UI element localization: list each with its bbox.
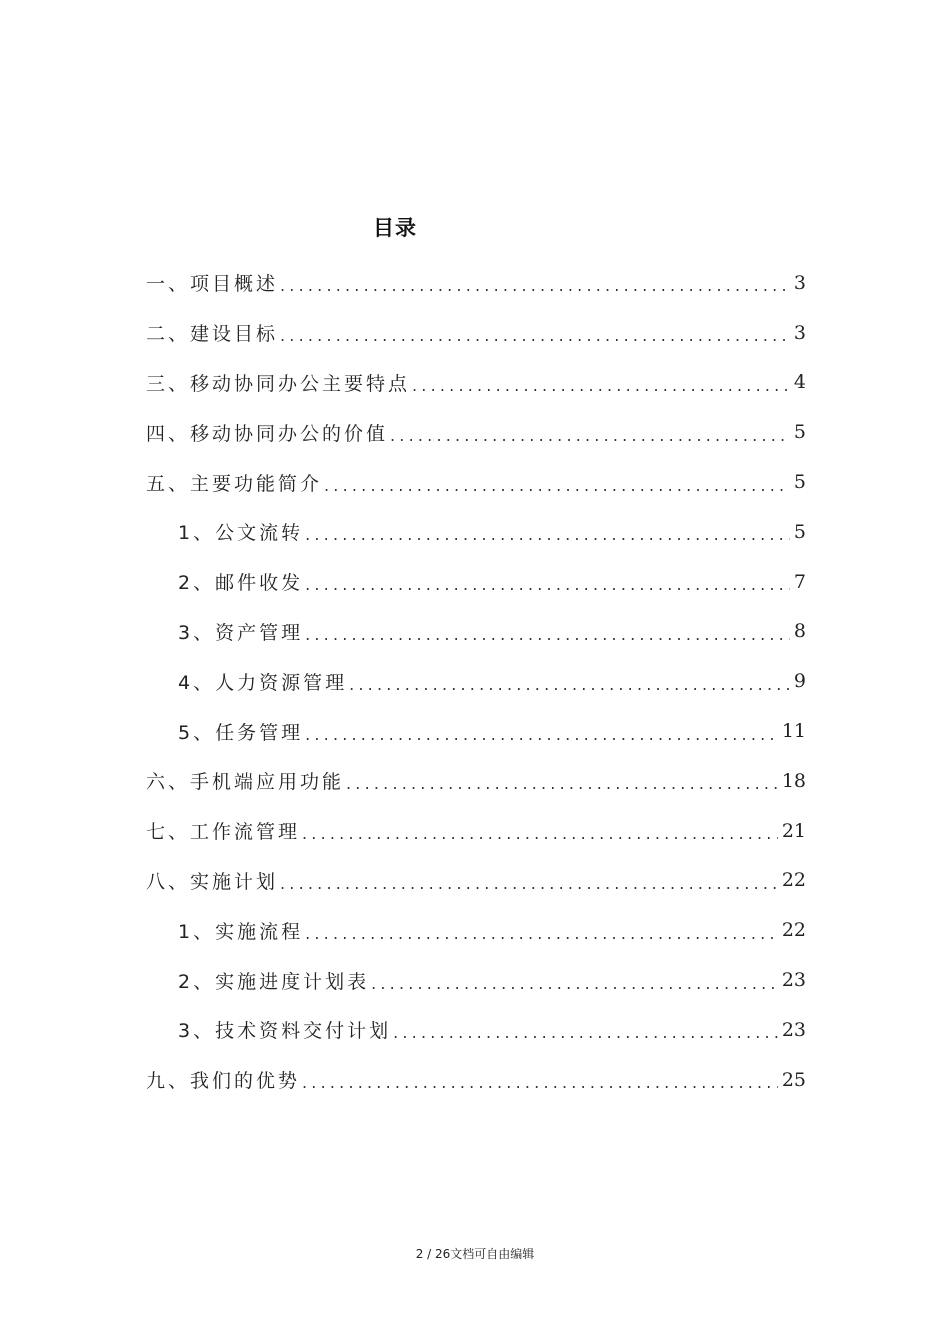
toc-entry-page: 22 xyxy=(781,919,806,942)
toc-leader-dots xyxy=(305,575,790,594)
toc-leader-dots xyxy=(302,1073,778,1092)
toc-entry[interactable] xyxy=(146,1055,806,1105)
toc-entry-page: 23 xyxy=(781,1018,806,1041)
toc-entry[interactable] xyxy=(146,258,806,308)
toc-leader-dots xyxy=(302,824,778,843)
toc-leader-dots xyxy=(305,924,778,943)
toc-entry-page: 9 xyxy=(793,670,806,693)
toc-entry-page: 3 xyxy=(793,271,806,294)
toc-subentry[interactable] xyxy=(146,607,806,657)
toc-entry-page: 21 xyxy=(781,819,806,842)
toc-leader-dots xyxy=(280,326,790,345)
toc-entry-text: 3、技术资料交付计划 xyxy=(178,1016,393,1043)
toc-leader-dots xyxy=(371,974,778,993)
toc-entry-text: 五、主要功能简介 xyxy=(146,469,324,496)
toc-subentry[interactable] xyxy=(146,706,806,756)
toc-entry[interactable] xyxy=(146,856,806,906)
toc-leader-dots xyxy=(346,774,778,793)
toc-leader-dots xyxy=(390,426,790,445)
toc-subentry[interactable] xyxy=(146,1005,806,1055)
toc-entry-text: 2、邮件收发 xyxy=(178,568,305,595)
toc-entry-page: 22 xyxy=(781,869,806,892)
toc-entry[interactable] xyxy=(146,756,806,806)
toc-entry-page: 5 xyxy=(793,421,806,444)
toc-leader-dots xyxy=(349,675,790,694)
toc-entry-page: 4 xyxy=(793,371,806,394)
toc-leader-dots xyxy=(412,376,790,395)
toc-entry-page: 5 xyxy=(793,520,806,543)
toc-entry-text: 2、实施进度计划表 xyxy=(178,967,371,994)
toc-leader-dots xyxy=(305,725,778,744)
toc-entry-page: 11 xyxy=(781,720,806,743)
toc-entry-text: 三、移动协同办公主要特点 xyxy=(146,369,412,396)
toc-entry[interactable] xyxy=(146,407,806,457)
toc-entry-page: 25 xyxy=(781,1068,806,1091)
page-footer: 2 / 26文档可自由编辑 xyxy=(415,1247,535,1261)
toc-entry-text: 1、公文流转 xyxy=(178,518,305,545)
toc-entry-page: 3 xyxy=(793,321,806,344)
toc-entry[interactable] xyxy=(146,457,806,507)
toc-entry-text: 四、移动协同办公的价值 xyxy=(146,419,390,446)
toc-title: 目录 xyxy=(373,216,417,240)
toc-leader-dots xyxy=(305,625,790,644)
toc-entry-text: 5、任务管理 xyxy=(178,718,305,745)
toc-subentry[interactable] xyxy=(146,955,806,1005)
table-of-contents xyxy=(146,258,806,1105)
toc-entry-text: 一、项目概述 xyxy=(146,269,280,296)
toc-entry-text: 4、人力资源管理 xyxy=(178,668,349,695)
toc-subentry[interactable] xyxy=(146,557,806,607)
toc-entry[interactable] xyxy=(146,806,806,856)
toc-leader-dots xyxy=(324,476,790,495)
toc-subentry[interactable] xyxy=(146,656,806,706)
toc-entry-page: 23 xyxy=(781,969,806,992)
toc-subentry[interactable] xyxy=(146,507,806,557)
toc-entry-page: 7 xyxy=(793,570,806,593)
toc-entry-page: 5 xyxy=(793,471,806,494)
toc-entry-text: 七、工作流管理 xyxy=(146,817,302,844)
toc-leader-dots xyxy=(393,1023,778,1042)
toc-subentry[interactable] xyxy=(146,905,806,955)
toc-entry-page: 8 xyxy=(793,620,806,643)
toc-leader-dots xyxy=(305,525,790,544)
toc-entry-text: 3、资产管理 xyxy=(178,618,305,645)
toc-entry-text: 1、实施流程 xyxy=(178,917,305,944)
toc-entry-text: 二、建设目标 xyxy=(146,319,280,346)
toc-leader-dots xyxy=(280,276,790,295)
toc-entry-text: 六、手机端应用功能 xyxy=(146,767,346,794)
toc-entry[interactable] xyxy=(146,308,806,358)
toc-entry-text: 八、实施计划 xyxy=(146,867,280,894)
toc-entry-page: 18 xyxy=(781,769,806,792)
toc-entry[interactable] xyxy=(146,358,806,408)
toc-entry-text: 九、我们的优势 xyxy=(146,1066,302,1093)
toc-leader-dots xyxy=(280,874,778,893)
